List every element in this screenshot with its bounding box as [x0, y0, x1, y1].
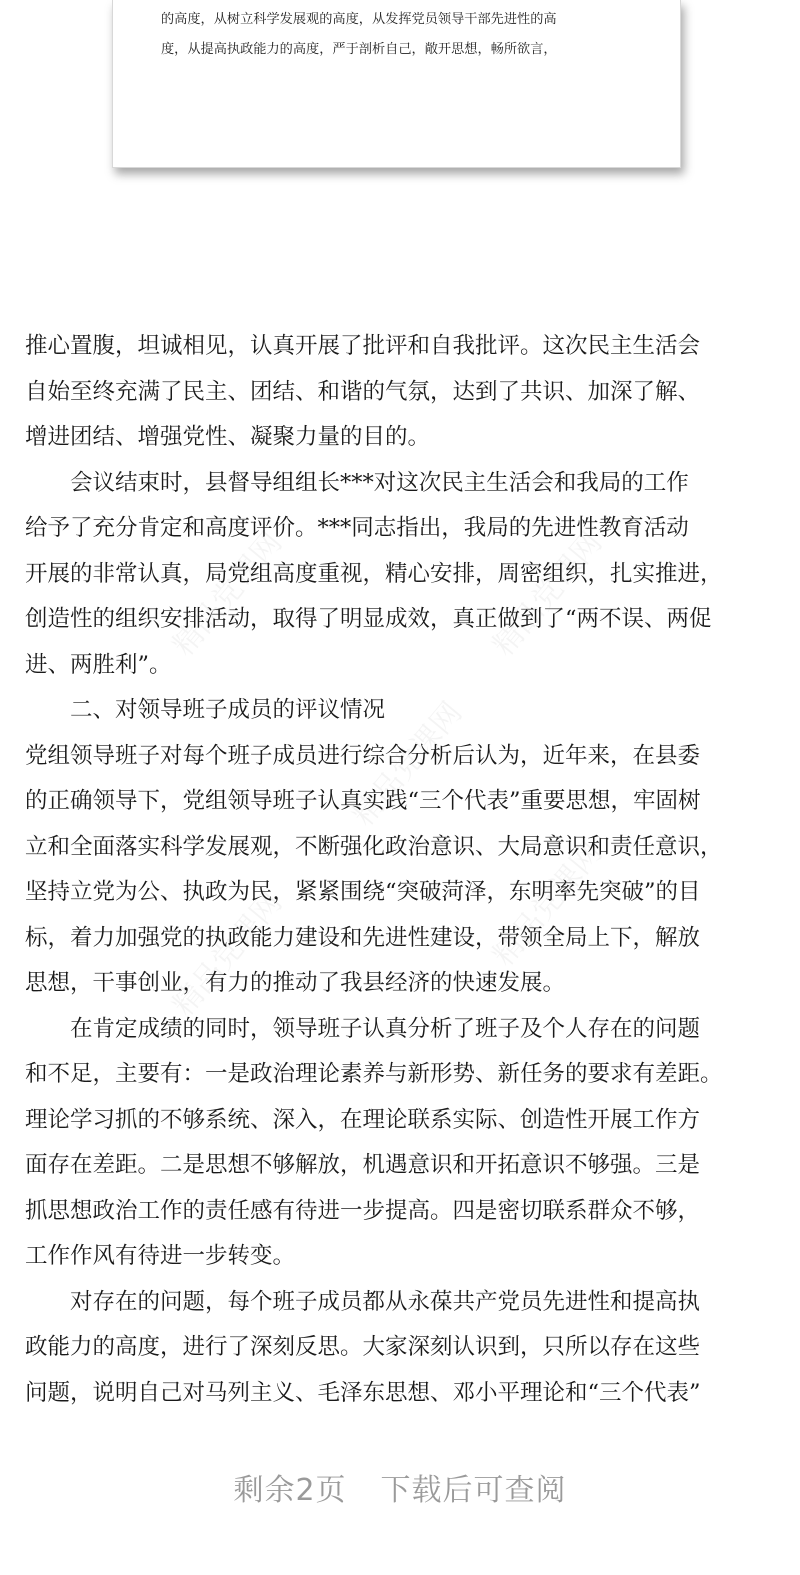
- text-line: 思想，干事创业，有力的推动了我县经济的快速发展。: [25, 970, 566, 996]
- text-line: 给予了充分肯定和高度评价。***同志指出，我局的先进性教育活动: [25, 515, 689, 541]
- text-line: 的正确领导下，党组领导班子认真实践“三个代表”重要思想，牢固树: [25, 788, 701, 814]
- text-line: 立和全面落实科学发展观，不断强化政治意识、大局意识和责任意识，: [25, 834, 723, 860]
- text-line: 自始至终充满了民主、团结、和谐的气氛，达到了共识、加深了解、: [25, 379, 701, 405]
- preview-text-line: 的高度，从树立科学发展观的高度，从发挥党员领导干部先进性的高: [161, 12, 557, 27]
- text-line: 理论学习抓的不够系统、深入，在理论联系实际、创造性开展工作方: [25, 1107, 701, 1133]
- text-line: 在肯定成绩的同时，领导班子认真分析了班子及个人存在的问题: [25, 1016, 701, 1042]
- text-line: 问题，说明自己对马列主义、毛泽东思想、邓小平理论和“三个代表”: [25, 1380, 701, 1406]
- text-line: 推心置腹，坦诚相见，认真开展了批评和自我批评。这次民主生活会: [25, 333, 701, 359]
- text-line: 创造性的组织安排活动，取得了明显成效，真正做到了“两不误、两促: [25, 606, 712, 632]
- text-line: 和不足，主要有：一是政治理论素养与新形势、新任务的要求有差距。: [25, 1061, 723, 1087]
- section-heading: 二、对领导班子成员的评议情况: [25, 697, 386, 723]
- text-line: 对存在的问题，每个班子成员都从永葆共产党员先进性和提高执: [25, 1289, 701, 1315]
- text-line: 抓思想政治工作的责任感有待进一步提高。四是密切联系群众不够，: [25, 1198, 701, 1224]
- text-line: 进、两胜利”。: [25, 652, 172, 678]
- text-line: 党组领导班子对每个班子成员进行综合分析后认为，近年来，在县委: [25, 743, 701, 769]
- text-line: 会议结束时，县督导组组长***对这次民主生活会和我局的工作: [25, 470, 689, 496]
- preview-text-line: 度，从提高执政能力的高度，严于剖析自己，敞开思想，畅所欲言，: [161, 42, 557, 57]
- text-line: 坚持立党为公、执政为民，紧紧围绕“突破菏泽，东明率先突破”的目: [25, 879, 701, 905]
- text-line: 开展的非常认真，局党组高度重视，精心安排，周密组织，扎实推进，: [25, 561, 723, 587]
- download-to-view-label: 下载后可查阅: [380, 1473, 567, 1508]
- text-line: 政能力的高度，进行了深刻反思。大家深刻认识到，只所以存在这些: [25, 1334, 701, 1360]
- download-prompt-button[interactable]: [0, 1466, 800, 1516]
- previous-page-preview: [112, 0, 681, 168]
- text-line: 增进团结、增强党性、凝聚力量的目的。: [25, 424, 431, 450]
- text-line: 面存在差距。二是思想不够解放，机遇意识和开拓意识不够强。三是: [25, 1152, 701, 1178]
- remaining-pages-label: 剩余2页: [233, 1473, 347, 1508]
- text-line: 标，着力加强党的执政能力建设和先进性建设，带领全局上下，解放: [25, 925, 701, 951]
- text-line: 工作作风有待进一步转变。: [25, 1243, 296, 1269]
